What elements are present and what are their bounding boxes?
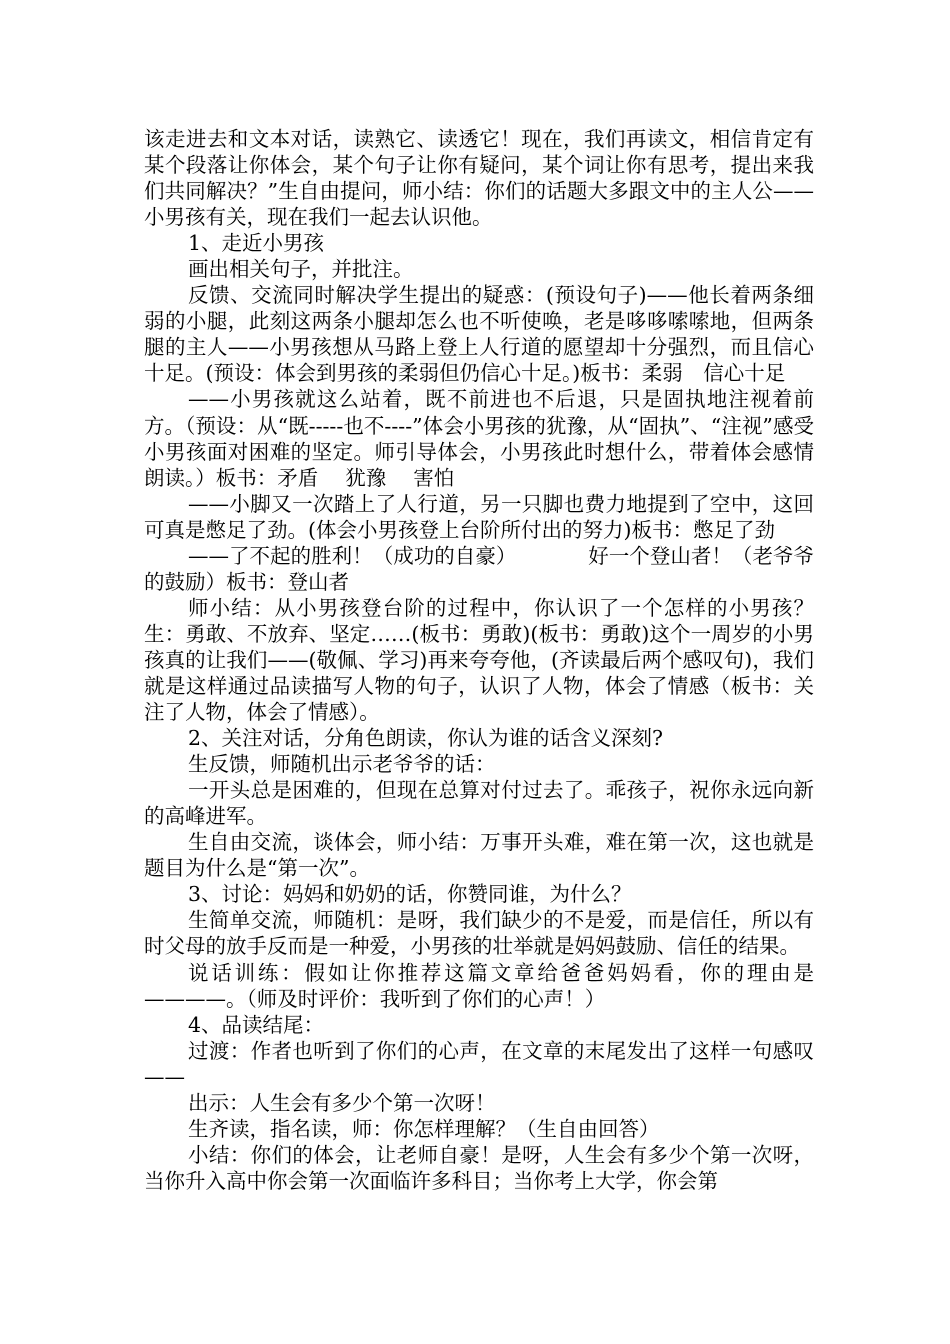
paragraph: 生简单交流，师随机：是呀，我们缺少的不是爱，而是信任，所以有时父母的放手反而是一种爱，小男孩的壮举就是妈妈鼓励、信任的结果。 (144, 908, 814, 959)
paragraph: 过渡：作者也听到了你们的心声，在文章的末尾发出了这样一句感叹—— (144, 1038, 814, 1089)
paragraph: 生自由交流，谈体会，师小结：万事开头难，难在第一次，这也就是题目为什么是“第一次”。 (144, 830, 814, 881)
paragraph: 生齐读，指名读，师：你怎样理解？（生自由回答） (188, 1116, 660, 1141)
paragraph: 说话训练：假如让你推荐这篇文章给爸爸妈妈看，你的理由是————。（师及时评价：我听到了你们的心声！） (144, 960, 814, 1011)
paragraph: 小结：你们的体会，让老师自豪！是呀，人生会有多少个第一次呀，当你升入高中你会第一次面临许多科目；当你考上大学，你会第 (144, 1142, 814, 1193)
paragraph: 师小结：从小男孩登台阶的过程中，你认识了一个怎样的小男孩？生：勇敢、不放弃、坚定……(板书：勇敢)(板书：勇敢)这个一周岁的小男孩真的让我们——(敬佩、学习)再来夸夸他，(齐读最后两个感叹句)，我们就是这样通过品读描写人物的句子，认识了人物，体会了情感（板书：关注了人物，体会了情感）。 (144, 595, 814, 725)
paragraph: ——了不起的胜利！（成功的自豪） 好一个登山者！（老爷爷的鼓励）板书：登山者 (144, 543, 814, 594)
paragraph: 反馈、交流同时解决学生提出的疑惑：(预设句子)——他长着两条细弱的小腿，此刻这两条小腿却怎么也不听使唤，老是哆哆嗦嗦地，但两条腿的主人——小男孩想从马路上登上人行道的愿望却十分强烈，而且信心十足。(预设：体会到男孩的柔弱但仍信心十足。)板书：柔弱 信心十足 (144, 283, 814, 386)
paragraph: 画出相关句子，并批注。 (188, 257, 414, 282)
document-page (144, 126, 814, 1194)
paragraph-intro-continuation: 该走进去和文本对话，读熟它、读透它！现在，我们再读文，相信肯定有某个段落让你体会，某个句子让你有疑问，某个词让你有思考，提出来我们共同解决？”生自由提问，师小结：你们的话题大多跟文中的主人公——小男孩有关，现在我们一起去认识他。 (144, 127, 814, 230)
paragraph: 出示：人生会有多少个第一次呀！ (188, 1090, 496, 1115)
paragraph: ——小脚又一次踏上了人行道，另一只脚也费力地提到了空中，这回可真是憋足了劲。(体会小男孩登上台阶所付出的努力)板书：憋足了劲 (144, 491, 814, 542)
section-heading-4: 4、品读结尾： (188, 1012, 325, 1037)
paragraph: 生反馈，师随机出示老爷爷的话： (188, 752, 496, 777)
quote-paragraph: 一开头总是困难的，但现在总算对付过去了。乖孩子，祝你永远向新的高峰进军。 (144, 778, 814, 829)
paragraph: ——小男孩就这么站着，既不前进也不后退，只是固执地注视着前方。（预设：从“既-----也不----”体会小男孩的犹豫，从“固执”、“注视”感受小男孩面对困难的坚定。师引导体会，小男孩此时想什么，带着体会感情朗读。）板书：矛盾 犹豫 害怕 (144, 387, 814, 490)
section-heading-1: 1、走近小男孩 (188, 231, 325, 256)
section-heading-2: 2、关注对话，分角色朗读，你认为谁的话含义深刻? (188, 726, 664, 751)
section-heading-3: 3、讨论：妈妈和奶奶的话，你赞同谁，为什么？ (188, 882, 632, 907)
